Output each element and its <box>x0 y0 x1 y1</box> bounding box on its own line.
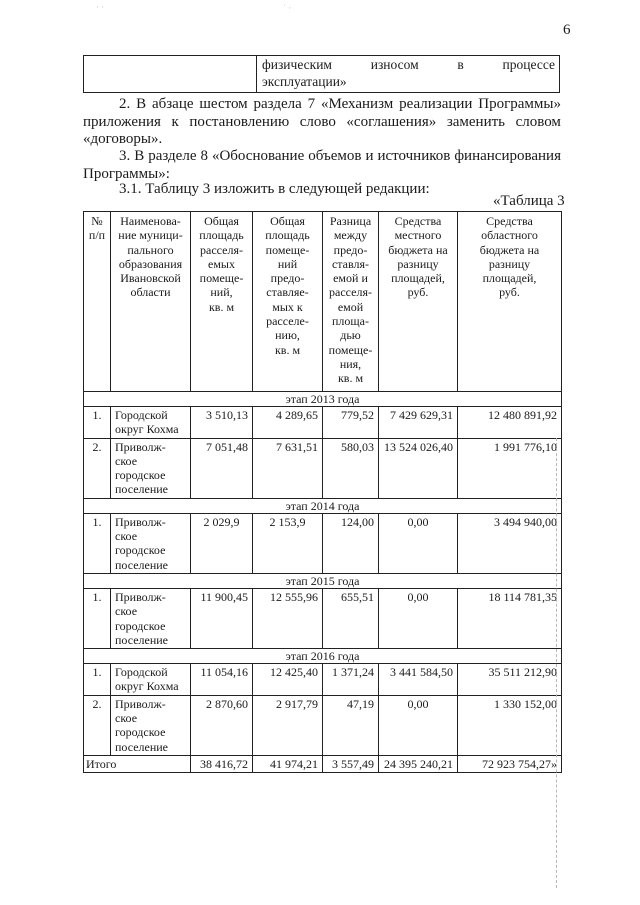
page-number: 6 <box>563 22 571 38</box>
justified-line: 2. В абзаце шестом раздела 7 «Механизм реализации Программы» <box>119 96 561 112</box>
table-row: 1. Городской округ Кохма 11 054,16 12 425,40 1 371,24 3 441 584,50 35 511 212,90 <box>84 664 562 696</box>
justified-line: физическим износом в процессе <box>262 57 555 72</box>
justified-line: 3. В разделе 8 «Обоснование объемов и источников финансирования <box>119 148 561 164</box>
paragraph-3: 3. В разделе 8 «Обоснование объемов и источников финансирования Программы»: <box>83 148 561 182</box>
stage-row: этап 2014 года <box>84 498 562 513</box>
table-header-row <box>84 212 562 392</box>
header-local-budget: Средства местного бюджета на разницу площадей, руб. <box>379 212 458 392</box>
total-row: Итого 38 416,72 41 974,21 3 557,49 24 395 240,21 72 923 754,27» <box>84 755 562 772</box>
header-total-area: Общая площадь расселя- емых помеще- ний, кв. м <box>191 212 253 392</box>
stage-row: этап 2013 года <box>84 392 562 407</box>
header-regional-budget: Средства областного бюджета на разницу площадей, руб. <box>458 212 562 392</box>
header-area-difference: Разница между предо- ставля- емой и расселя- емой площа- дью помеще- ния, кв. м <box>323 212 379 392</box>
table-caption: «Таблица 3 <box>493 193 565 209</box>
scan-speck: · · <box>96 2 105 12</box>
table-row: 1. Городской округ Кохма 3 510,13 4 289,65 779,52 7 429 629,31 12 480 891,92 <box>84 407 562 439</box>
table-row: 2. Приволж- ское городское поселение 2 870,60 2 917,79 47,19 0,00 1 330 152,00 <box>84 695 562 755</box>
table-row: 1. Приволж- ское городское поселение 2 029,9 2 153,9 124,00 0,00 3 494 940,00 <box>84 513 562 573</box>
header-municipality: Наименова- ние муници- пального образования Ивановской области <box>111 212 191 392</box>
financing-table <box>83 211 562 773</box>
header-num: № п/п <box>84 212 111 392</box>
continuation-text-cell: физическим износом в процессе эксплуатации» <box>257 56 560 93</box>
header-provided-area: Общая площадь помеще- ний предо- ставляе- мых к расселе- нию, кв. м <box>253 212 323 392</box>
continuation-table <box>83 55 560 93</box>
table-body <box>84 392 562 773</box>
scan-speck: ˙ · <box>283 3 292 13</box>
table-row: 1. Приволж- ское городское поселение 11 900,45 12 555,96 655,51 0,00 18 114 781,35 <box>84 588 562 648</box>
paragraph-3-1: 3.1. Таблицу 3 изложить в следующей редакции: <box>119 181 430 197</box>
stage-row: этап 2016 года <box>84 649 562 664</box>
continuation-empty-cell <box>84 56 257 93</box>
scan-margin-dashes <box>556 438 558 888</box>
stage-row: этап 2015 года <box>84 573 562 588</box>
table-row: 2. Приволж- ское городское поселение 7 051,48 7 631,51 580,03 13 524 026,40 1 991 776,10 <box>84 438 562 498</box>
paragraph-2: 2. В абзаце шестом раздела 7 «Механизм реализации Программы» приложения к постановлению слово «соглашения» заменить словом «договоры». <box>83 96 561 147</box>
justified-line: приложения к постановлению слово «соглашения» заменить словом <box>83 113 561 130</box>
